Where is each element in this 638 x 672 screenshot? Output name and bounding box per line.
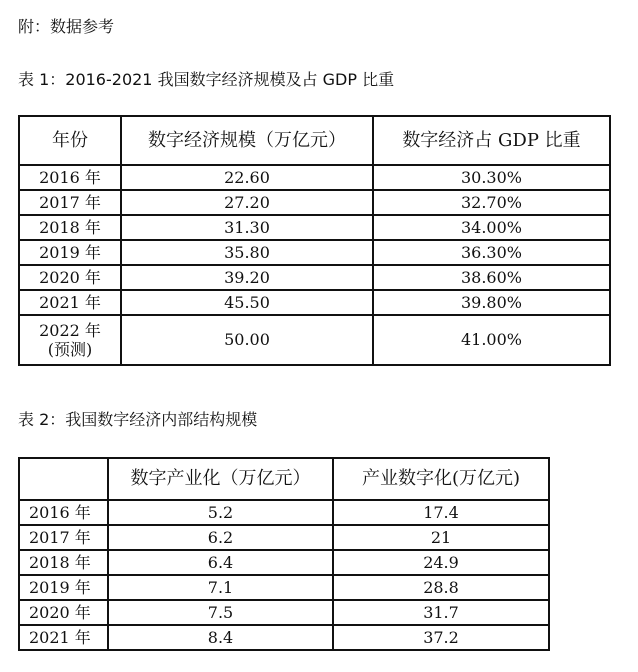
scale-cell: 50.00 [121, 315, 373, 365]
year-cell: 2017 年 [19, 190, 121, 215]
table-row [19, 315, 610, 365]
share-cell: 41.00% [373, 315, 610, 365]
header-blank [19, 458, 108, 500]
share-cell: 39.80% [373, 290, 610, 315]
year-cell: 2020 年 [19, 265, 121, 290]
table-row [19, 290, 610, 315]
digitalization-cell: 37.2 [333, 625, 549, 650]
header-scale: 数字经济规模（万亿元） [121, 116, 373, 165]
table-header-row [19, 458, 549, 500]
year-cell: 2016 年 [19, 500, 108, 525]
table1-caption: 表 1：2016-2021 我国数字经济规模及占 GDP 比重 [18, 70, 395, 89]
scale-cell: 27.20 [121, 190, 373, 215]
digitalization-cell: 28.8 [333, 575, 549, 600]
header-year: 年份 [19, 116, 121, 165]
digitalization-cell: 21 [333, 525, 549, 550]
table-row [19, 500, 549, 525]
header-industrialization: 数字产业化（万亿元） [108, 458, 333, 500]
page-heading: 附：数据参考 [18, 17, 115, 36]
scale-cell: 45.50 [121, 290, 373, 315]
digitalization-cell: 31.7 [333, 600, 549, 625]
year-cell: 2019 年 [19, 575, 108, 600]
share-cell: 34.00% [373, 215, 610, 240]
industrialization-cell: 6.2 [108, 525, 333, 550]
digitalization-cell: 17.4 [333, 500, 549, 525]
table-row [19, 190, 610, 215]
year-cell: 2021 年 [19, 290, 121, 315]
year-cell: 2021 年 [19, 625, 108, 650]
scale-cell: 39.20 [121, 265, 373, 290]
table-row [19, 600, 549, 625]
header-gdp-share: 数字经济占 GDP 比重 [373, 116, 610, 165]
scale-cell: 35.80 [121, 240, 373, 265]
industrialization-cell: 8.4 [108, 625, 333, 650]
header-digitalization: 产业数字化(万亿元) [333, 458, 549, 500]
year-cell: 2019 年 [19, 240, 121, 265]
table-row [19, 265, 610, 290]
table-header-row [19, 116, 610, 165]
year-cell: 2018 年 [19, 215, 121, 240]
year-text: 2022 年 [39, 320, 101, 340]
table-row [19, 215, 610, 240]
year-cell: 2018 年 [19, 550, 108, 575]
table-row [19, 165, 610, 190]
share-cell: 38.60% [373, 265, 610, 290]
scale-cell: 31.30 [121, 215, 373, 240]
industrialization-cell: 6.4 [108, 550, 333, 575]
digital-economy-scale-table [18, 115, 611, 366]
table-row [19, 240, 610, 265]
share-cell: 36.30% [373, 240, 610, 265]
digital-economy-structure-table [18, 457, 550, 651]
share-cell: 30.30% [373, 165, 610, 190]
table2-caption: 表 2：我国数字经济内部结构规模 [18, 410, 258, 429]
share-cell: 32.70% [373, 190, 610, 215]
digitalization-cell: 24.9 [333, 550, 549, 575]
table-row [19, 550, 549, 575]
year-cell: 2020 年 [19, 600, 108, 625]
year-cell: 2016 年 [19, 165, 121, 190]
table-row [19, 625, 549, 650]
industrialization-cell: 5.2 [108, 500, 333, 525]
year-cell [19, 315, 121, 365]
industrialization-cell: 7.5 [108, 600, 333, 625]
industrialization-cell: 7.1 [108, 575, 333, 600]
forecast-note: (预测) [47, 340, 93, 359]
table-row [19, 525, 549, 550]
scale-cell: 22.60 [121, 165, 373, 190]
year-cell: 2017 年 [19, 525, 108, 550]
table-row [19, 575, 549, 600]
